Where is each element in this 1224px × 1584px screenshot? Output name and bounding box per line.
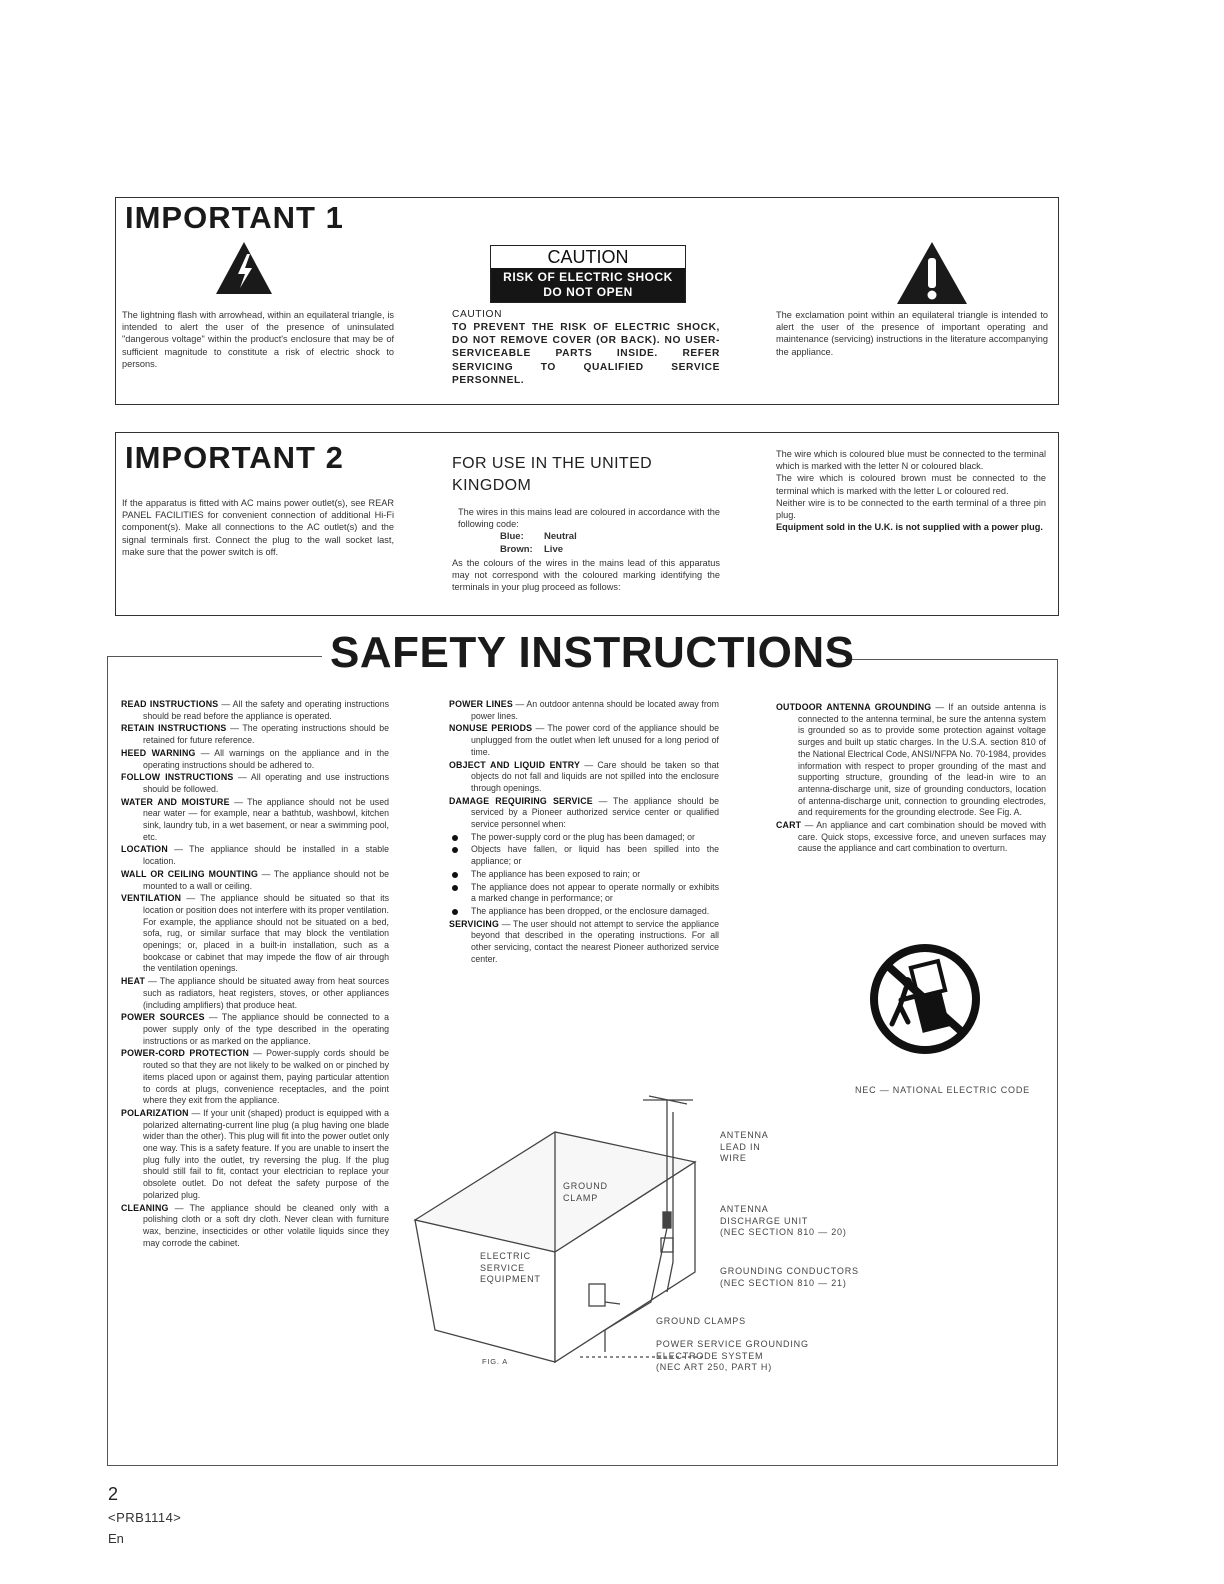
damage-condition-item: The appliance has been exposed to rain; or — [449, 869, 719, 881]
instruction-text: — The appliance should be installed in a stable location. — [143, 844, 389, 867]
label-grounding-conductors: GROUNDING CONDUCTORS (NEC SECTION 810 — 21) — [720, 1266, 859, 1288]
label-antenna-lead-in: ANTENNA LEAD IN WIRE — [720, 1130, 769, 1163]
instruction-heading: OBJECT AND LIQUID ENTRY — [449, 759, 581, 770]
blue-label: Blue: — [500, 531, 524, 542]
exclamation-text: The exclamation point within an equilateral triangle is intended to alert the user of the presence of important operating and maintenance (servicing) instructions in the literature accompanying the appliance. — [776, 310, 1048, 357]
blue-wire-text: The wire which is coloured blue must be connected to the terminal which is marked with the letter N or coloured black. — [776, 449, 1046, 472]
instruction-text: — The power cord of the appliance should be unplugged from the outlet when left unused for a long period of time. — [471, 723, 719, 757]
safety-column-3 — [776, 702, 1046, 856]
safety-column-2 — [449, 699, 719, 966]
exclamation-warning-icon — [895, 240, 969, 306]
uk-wiring-text — [776, 448, 1046, 533]
instruction-heading: NONUSE PERIODS — [449, 723, 533, 734]
important1-title: IMPORTANT 1 — [125, 200, 344, 235]
brown-wire-text: The wire which is coloured brown must be connected to the terminal which is marked with the letter L or coloured red. — [776, 473, 1046, 496]
instruction-text: — An outdoor antenna should be located away from power lines. — [471, 699, 719, 721]
important1-lightning-text: The lightning flash with arrowhead, within an equilateral triangle, is intended to alert the user of the presence of uninsulated "dangerous voltage" within the product's enclosure that may be of sufficient magnitude to constitute a risk of electric shock to persons. — [122, 310, 394, 369]
instruction-text: — The appliance should not be used near water — for example, near a bathtub, washbowl, kitchen sink, laundry tub, in a wet basement, or near a swimming pool, etc. — [143, 796, 389, 842]
instruction-heading: DAMAGE REQUIRING SERVICE — [449, 795, 593, 806]
blue-row — [500, 531, 577, 542]
instruction-heading: HEED WARNING — [121, 747, 196, 758]
instruction-entry — [449, 760, 719, 795]
instruction-entry — [449, 723, 719, 758]
safety-column-1 — [121, 699, 389, 1250]
blue-value: Neutral — [544, 531, 577, 542]
label-ground-clamps: GROUND CLAMPS — [656, 1316, 746, 1326]
instruction-heading: POWER LINES — [449, 699, 513, 709]
uk-plug-note: Equipment sold in the U.K. is not supplied with a power plug. — [776, 522, 1043, 533]
instruction-heading: LOCATION — [121, 844, 168, 855]
safety-title: SAFETY INSTRUCTIONS — [330, 628, 855, 677]
instruction-heading: POWER SOURCES — [121, 1012, 205, 1023]
instruction-entry — [121, 1108, 389, 1202]
caution-label-line2: DO NOT OPEN — [543, 285, 633, 299]
uk-heading: FOR USE IN THE UNITED KINGDOM — [452, 455, 653, 494]
instruction-text: — The appliance should not be mounted to a wall or ceiling. — [143, 868, 390, 891]
instruction-text: — The operating instructions should be retained for future reference. — [143, 723, 390, 746]
instruction-entry — [121, 893, 389, 975]
instruction-entry — [121, 1012, 389, 1047]
safety-frame-bottom — [107, 1465, 1058, 1466]
label-ground-clamp: GROUND CLAMP — [563, 1181, 608, 1203]
safety-rule-left — [107, 656, 322, 657]
instruction-entry — [121, 723, 389, 746]
instruction-entry — [449, 699, 719, 722]
instruction-entry — [121, 976, 389, 1011]
instruction-entry — [121, 699, 389, 722]
instruction-entry — [121, 869, 389, 892]
caution-label-line1: RISK OF ELECTRIC SHOCK — [503, 270, 673, 284]
instruction-text: — All operating and use instructions should be followed. — [143, 772, 389, 794]
instruction-heading: VENTILATION — [121, 893, 182, 904]
instruction-entry — [449, 796, 719, 831]
instruction-heading: WALL OR CEILING MOUNTING — [121, 868, 259, 879]
instruction-heading: OUTDOOR ANTENNA GROUNDING — [776, 702, 932, 712]
earth-wire-text: Neither wire is to be connected to the earth terminal of a three pin plug. — [776, 497, 1046, 521]
instruction-text: — The user should not attempt to service the appliance beyond that described in the operating instructions. For all other servicing, contact the nearest Pioneer authorized service center. — [471, 918, 719, 964]
instruction-entry — [776, 702, 1046, 819]
instruction-heading: CART — [776, 820, 802, 831]
instruction-text: — Power-supply cords should be routed so that they are not likely to be walked on or pinched by items placed upon or against them, paying particular attention to cords at plugs, convenience receptacles, and the point where they exit from the appliance. — [143, 1048, 389, 1106]
instruction-heading: HEAT — [121, 976, 146, 987]
caution-text: TO PREVENT THE RISK OF ELECTRIC SHOCK, DO NOT REMOVE COVER (OR BACK). NO USER-SERVICEABLE PARTS INSIDE. REFER SERVICING TO QUALIFIED SERVICE PERSONNEL. — [452, 322, 720, 386]
instruction-entry — [121, 1048, 389, 1107]
nec-caption: NEC — NATIONAL ELECTRIC CODE — [855, 1085, 1030, 1095]
cart-warning-icon — [870, 944, 980, 1054]
safety-frame-right — [1057, 659, 1058, 1466]
brown-row — [500, 544, 563, 555]
lightning-warning-icon — [214, 240, 274, 296]
safety-frame-left — [107, 656, 108, 1466]
damage-condition-item: The appliance has been dropped, or the enclosure damaged. — [449, 906, 719, 918]
instruction-text: — The appliance should be cleaned only with a polishing cloth or a soft dry cloth. Never clean with furniture wax, benzine, insecticides or other volatile liquids since they may corrode the cabinet. — [143, 1202, 389, 1248]
caution-heading: CAUTION — [452, 309, 503, 320]
instruction-heading: SERVICING — [449, 918, 500, 929]
colours-text: As the colours of the wires in the mains lead of this apparatus may not correspond with the coloured marking identifying the terminals in your plug proceed as follows: — [452, 558, 720, 593]
instruction-heading: RETAIN INSTRUCTIONS — [121, 723, 227, 734]
instruction-text: — The appliance should be serviced by a Pioneer authorized service center or qualified service personnel when: — [471, 795, 719, 830]
instruction-entry — [776, 820, 1046, 855]
instruction-heading: FOLLOW INSTRUCTIONS — [121, 772, 234, 783]
damage-condition-item: The appliance does not appear to operate normally or exhibits a marked change in performance; or — [449, 882, 719, 905]
language-code: En — [108, 1531, 124, 1546]
safety-rule-right — [845, 659, 1058, 660]
instruction-text: — If an outside antenna is connected to the antenna terminal, be sure the antenna system is grounded so as to provide some protection against voltage surges and built up static charges. In the U.S.A. section 810 of the National Electrical Code, ANSI/NFPA No. 70-1984, provides information with respect to proper grounding of the mast and supporting structure, grounding of the lead-in wire to an antenna-discharge unit, size of grounding conductors, location of antenna-discharge unit, connection to grounding electrodes, and requirements for the grounding electrode. See Fig. A. — [798, 702, 1047, 818]
label-service-equipment: ELECTRIC SERVICE EQUIPMENT — [480, 1251, 541, 1284]
page-number: 2 — [108, 1484, 119, 1504]
label-discharge-unit: ANTENNA DISCHARGE UNIT (NEC SECTION 810 — 20) — [720, 1204, 847, 1237]
instruction-text: — The appliance should be situated so that its location or position does not interfere with its proper ventilation. For example, the appliance should not be situated on a bed, sofa, rug, or similar surface that may block the ventilation openings; or, placed in a built-in installation, such as a bookcase or cabinet that may impede the flow of air through the ventilation openings. — [143, 893, 389, 974]
brown-label: Brown: — [500, 544, 533, 555]
caution-label-heading: CAUTION — [547, 247, 629, 267]
caution-label — [490, 245, 686, 303]
document-code: <PRB1114> — [108, 1510, 182, 1525]
instruction-text: — If your unit (shaped) product is equipped with a polarized alternating-current line plug (a plug having one blade wider than the other). This plug will fit into the power outlet only one way. This is a safety feature. If you are unable to insert the plug fully into the outlet, try reversing the plug. If the plug should still fail to fit, contact your electrician to replace your obsolete outlet. Do not defeat the safety purpose of the polarized plug. — [143, 1107, 389, 1200]
instruction-entry — [121, 797, 389, 844]
brown-value: Live — [544, 544, 564, 555]
damage-condition-item: Objects have fallen, or liquid has been spilled into the appliance; or — [449, 844, 719, 867]
instruction-entry — [121, 844, 389, 867]
instruction-text: — An appliance and cart combination should be moved with care. Quick stops, excessive force, and uneven surfaces may cause the appliance and cart combination to overturn. — [798, 820, 1046, 854]
damage-condition-item: The power-supply cord or the plug has been damaged; or — [449, 832, 719, 844]
instruction-text: — The appliance should be connected to a power supply only of the type described in the operating instructions or as marked on the appliance. — [143, 1012, 390, 1046]
important2-title: IMPORTANT 2 — [125, 440, 344, 475]
instruction-text: — The appliance should be situated away from heat sources such as radiators, heat registers, stoves, or other appliances (including amplifiers) that produce heat. — [143, 976, 389, 1010]
label-fig-a: FIG. A — [482, 1357, 509, 1366]
important2-left-text: If the apparatus is fitted with AC mains power outlet(s), see REAR PANEL FACILITIES for convenient connection of additional Hi-Fi component(s). Make all connections to the AC outlet(s) and the signal terminals first. Connect the plug to the wall socket last, make sure that the power switch is off. — [122, 498, 394, 557]
instruction-heading: CLEANING — [121, 1202, 169, 1213]
instruction-text: — Care should be taken so that objects do not fall and liquids are not spilled into the enclosure through openings. — [471, 759, 719, 793]
servicing-entry — [449, 919, 719, 966]
instruction-entry — [121, 748, 389, 771]
instruction-heading: POLARIZATION — [121, 1107, 189, 1118]
instruction-heading: WATER AND MOISTURE — [121, 796, 230, 807]
instruction-text: — All warnings on the appliance and in the operating instructions should be adhered to. — [143, 747, 389, 770]
wires-intro: The wires in this mains lead are coloured in accordance with the following code: — [458, 507, 720, 530]
instruction-entry — [121, 1203, 389, 1250]
instruction-heading: POWER-CORD PROTECTION — [121, 1048, 250, 1059]
instruction-text: — All the safety and operating instructions should be read before the appliance is operated. — [143, 699, 389, 721]
instruction-heading: READ INSTRUCTIONS — [121, 699, 219, 709]
instruction-entry — [121, 772, 389, 795]
label-electrode-system: POWER SERVICE GROUNDING ELECTRODE SYSTEM (NEC ART 250, PART H) — [656, 1339, 809, 1372]
